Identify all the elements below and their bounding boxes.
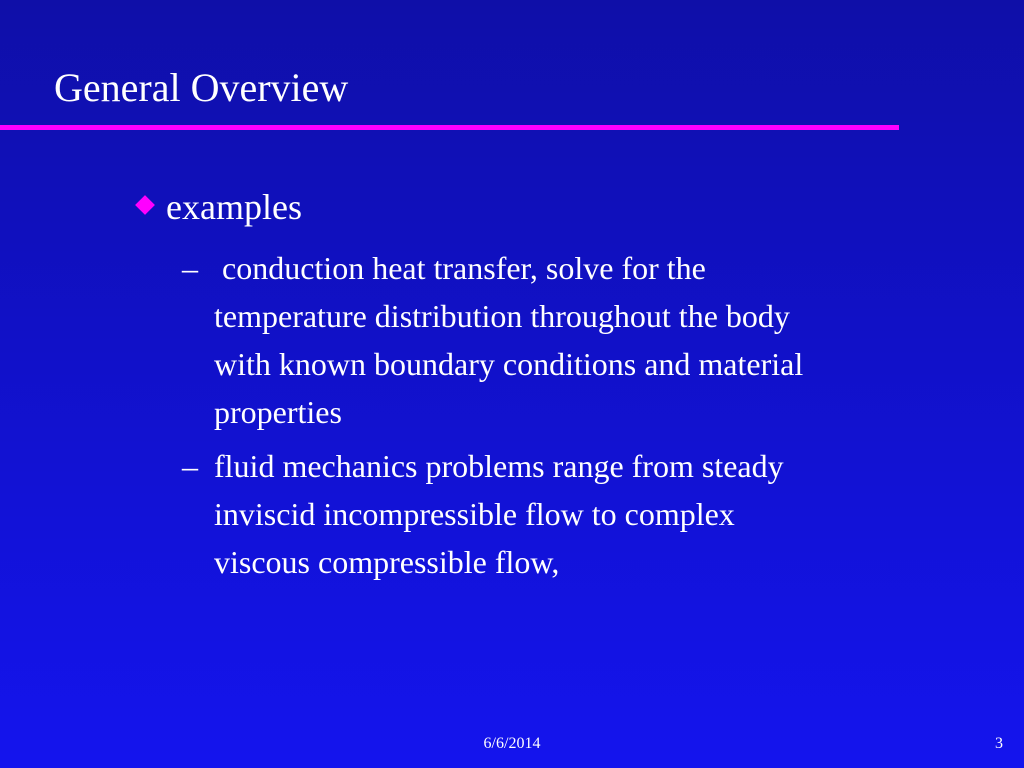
sub-bullet-line: conduction heat transfer, solve for the — [214, 250, 706, 286]
sub-bullet-line: fluid mechanics problems range from steady — [214, 448, 784, 484]
sub-bullet-line: viscous compressible flow, — [214, 544, 560, 580]
sub-bullet-line: inviscid incompressible flow to complex — [214, 496, 735, 532]
sub-bullet-line: properties — [214, 394, 342, 430]
sub-bullet-line: temperature distribution throughout the body — [214, 298, 790, 334]
dash-bullet-icon: – — [182, 250, 198, 286]
dash-bullet-icon: – — [182, 448, 198, 484]
slide-title: General Overview — [54, 65, 349, 110]
diamond-bullet-icon — [135, 195, 155, 215]
main-bullet-text: examples — [166, 187, 302, 227]
main-bullet — [134, 184, 302, 230]
footer-date: 6/6/2014 — [483, 735, 541, 752]
sub-bullet-conduction — [182, 244, 972, 436]
sub-bullet-line: with known boundary conditions and material — [214, 346, 804, 382]
page-number: 3 — [995, 735, 1003, 752]
title-underline — [0, 125, 899, 130]
sub-bullet-fluid-mechanics — [182, 442, 972, 586]
